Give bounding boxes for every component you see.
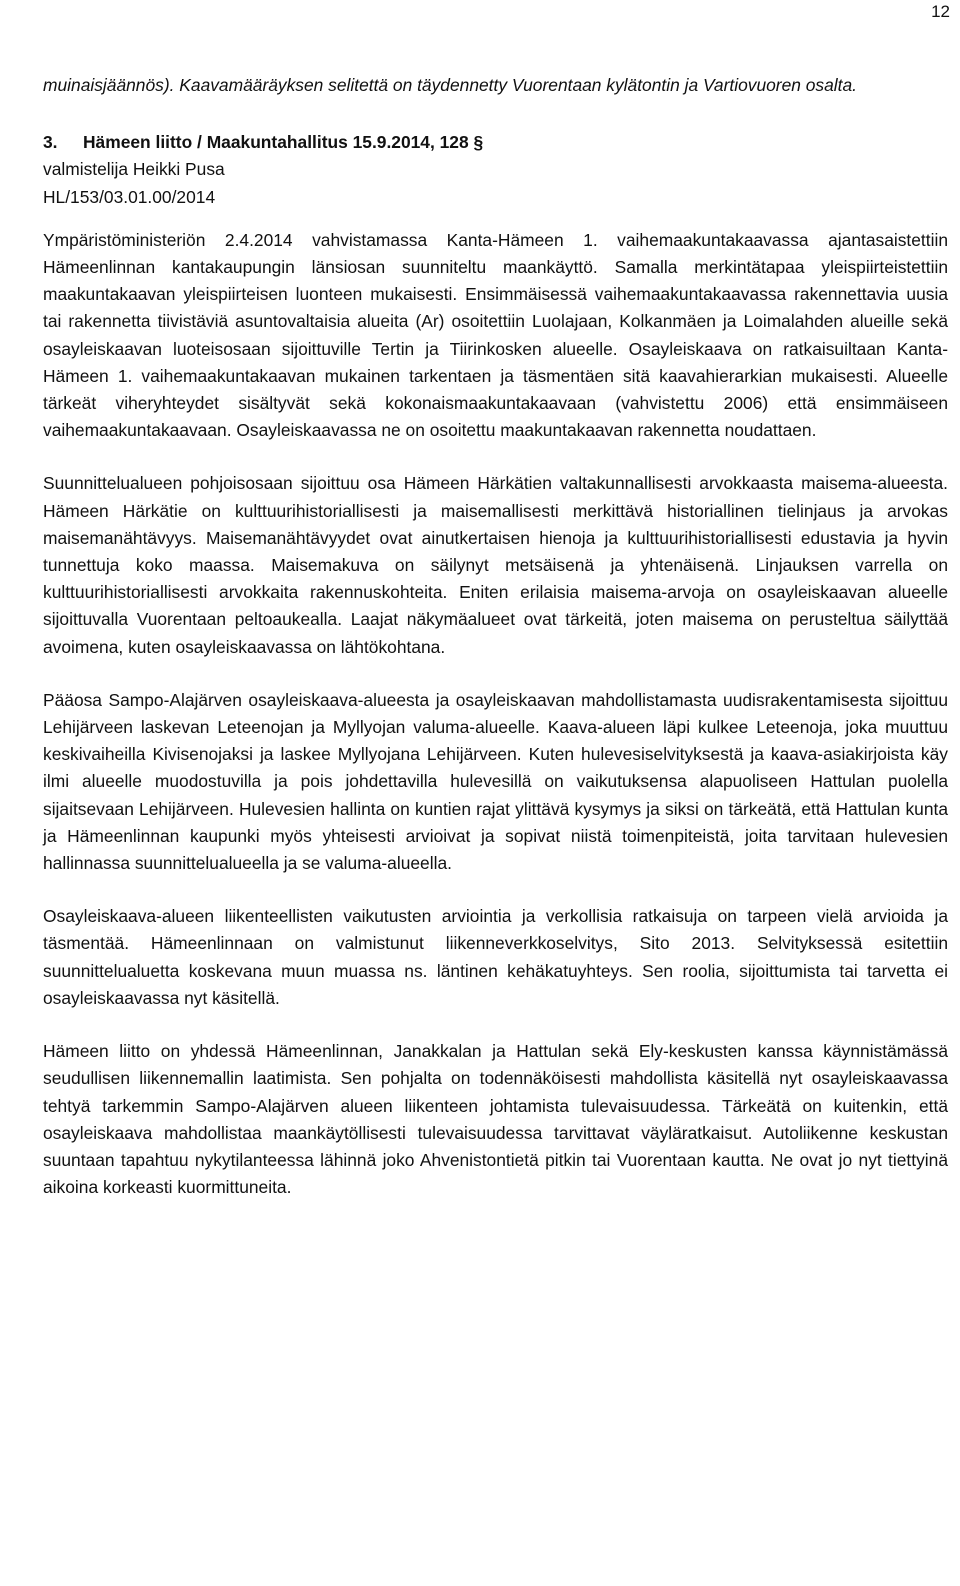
item-title: Hämeen liitto / Maakuntahallitus 15.9.2014, 128 § xyxy=(83,132,484,153)
document-body xyxy=(43,72,948,1227)
page-number: 12 xyxy=(931,2,950,21)
item-preparer: valmistelija Heikki Pusa xyxy=(43,159,225,180)
paragraph-4: Osayleiskaava-alueen liikenteellisten vaikutusten arviointia ja verkollisia ratkaisuja on tarpeen vielä arvioida ja täsmentää. Hämeenlinnaan on valmistunut liikenneverkkoselvitys, Sito 2013. Selvityksessä esitettiin suunnittelualuetta koskevana muun muassa ns. läntinen kehäkatuyhteys. Sen roolia, sijoittumista tai tarvetta ei osayleiskaavassa nyt käsitellä. xyxy=(43,906,948,1008)
item-number: 3. xyxy=(43,132,58,153)
intro-paragraph: muinaisjäännös). Kaavamääräyksen selitettä on täydennetty Vuorentaan kylätontin ja Vartiovuoren osalta. xyxy=(43,75,857,95)
item-heading xyxy=(43,129,948,156)
paragraph-1: Ympäristöministeriön 2.4.2014 vahvistamassa Kanta-Hämeen 1. vaihemaakuntakaavassa ajantasaistettiin Hämeenlinnan kantakaupungin länsiosan suunniteltu maankäyttö. Samalla merkintätapaa yleispiirteistettiin maakuntakaavan yleispiirteisen luonteen mukaisesti. Ensimmäisessä vaihemaakuntakaavassa rakennettavia uusia tai rakennetta tiivistäviä asuntovaltaisia alueita (Ar) osoitettiin Luolajaan, Kolkanmäen ja Loimalahden alueille sekä osayleiskaavan luoteisosaan sijoittuville Tertin ja Tiirinkosken alueelle. Osayleiskaava on ratkaisuiltaan Kanta-Hämeen 1. vaihemaakuntakaavan mukainen tarkentaen ja täsmentäen sitä kaavahierarkian mukaisesti. Alueelle tärkeät viheryhteydet sisältyvät sekä kokonaismaakuntakaavaan (vahvistettu 2006) että ensimmäiseen vaihemaakuntakaavaan. Osayleiskaavassa ne on osoitettu maakuntakaavan rakennetta noudattaen. xyxy=(43,229,948,441)
item-meta xyxy=(43,156,948,210)
item-reference: HL/153/03.01.00/2014 xyxy=(43,186,216,207)
paragraph-3: Pääosa Sampo-Alajärven osayleiskaava-alueesta ja osayleiskaavan mahdollistamasta uudisrakentamisesta sijoittuu Lehijärveen laskevan Leteenojan ja Myllyojan valuma-alueelle. Kaava-alueen läpi kulkee Leteenoja, joka muuttuu keskivaiheilla Kivisenojaksi ja laskee Myllyojana Lehijärveen. Kuten hulevesiselvityksestä ja kaava-asiakirjoista käy ilmi alueelle muodostuvilla ja pois johdettavilla hulevesillä on vaikutuksensa alapuoliseen Hattulan puolella sijaitsevaan Lehijärveen. Hulevesien hallinta on kuntien rajat ylittävä kysymys ja siksi on tärkeätä, että Hattulan kunta ja Hämeenlinnan kaupunki myös yhteisesti arvioivat ja sopivat niistä toimenpiteistä, joita tarvitaan hulevesien hallinnassa suunnittelualueella ja se valuma-alueella. xyxy=(43,689,948,874)
paragraph-5: Hämeen liitto on yhdessä Hämeenlinnan, Janakkalan ja Hattulan sekä Ely-keskusten kanssa käynnistämässä seudullisen liikennemallin laatimista. Sen pohjalta on todennäköisesti mahdollista käsitellä nyt osayleiskaavassa tehtyä tarkemmin Sampo-Alajärven alueen liikenteen johtamista tulevaisuudessa. Tärkeätä on kuitenkin, että osayleiskaava mahdollistaa maankäytöllisesti tulevaisuudessa tarvittavat väyläratkaisut. Autoliikenne keskustan suuntaan tapahtuu nykytilanteessa lähinnä joko Ahvenistontietä pitkin tai Vuorentaan kautta. Ne ovat jo nyt tiettyinä aikoina korkeasti kuormittuneita. xyxy=(43,1041,948,1198)
paragraph-2: Suunnittelualueen pohjoisosaan sijoittuu osa Hämeen Härkätien valtakunnallisesti arvokkaasta maisema-alueesta. Hämeen Härkätie on kulttuurihistoriallisesti ja maisemallisesti merkittävä historiallinen tielinjaus ja arvokas maisemanähtävyys. Maisemanähtävyydet ovat ainutkertaisen hienoja ja kulttuurihistoriallisesti edustavia ja hyvin tunnettuja koko maassa. Maisemakuva on säilynyt metsäisenä ja yhtenäisenä. Linjauksen varrella on kulttuurihistoriallisesti arvokkaita rakennuskohteita. Eniten erilaisia maisema-arvoja on osayleiskaavan alueelle sijoittuvalla Vuorentaan peltoaukealla. Laajat näkymäalueet ovat tärkeitä, joten maisema on perusteltua säilyttää avoimena, kuten osayleiskaavassa on lähtökohtana. xyxy=(43,473,948,657)
